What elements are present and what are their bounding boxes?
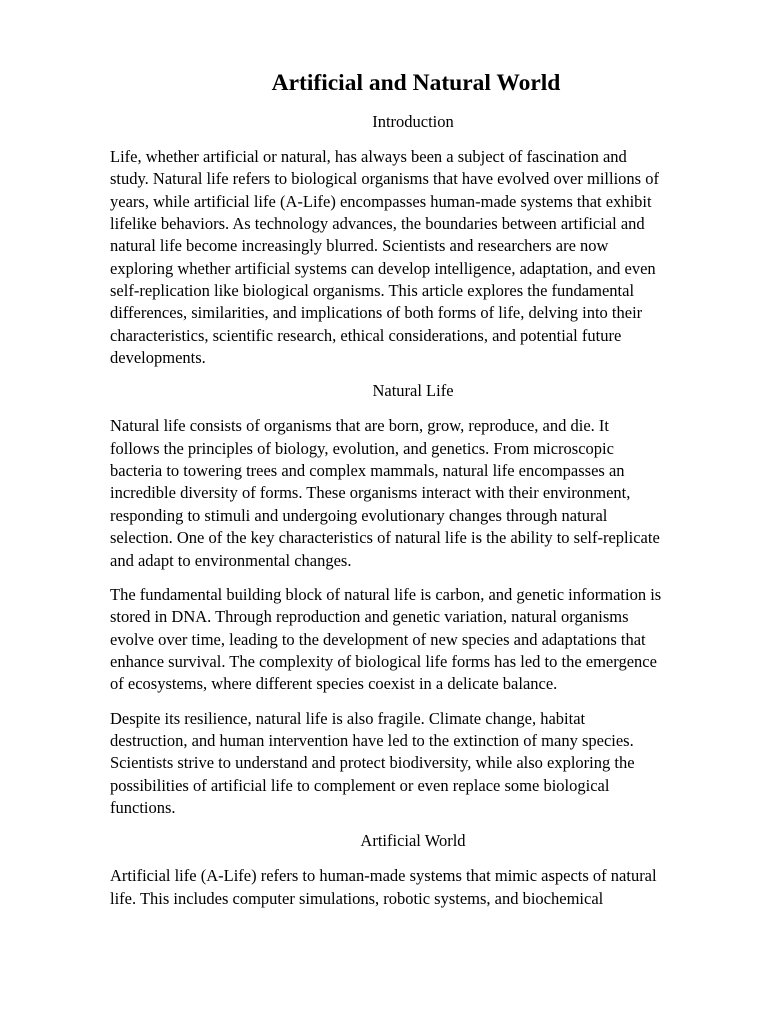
text-line: enhance survival. The complexity of biological life forms has led to the emergence xyxy=(110,651,657,671)
text-line: The fundamental building block of natural life is carbon, and genetic information is xyxy=(110,584,662,604)
text-line: and adapt to environmental changes. xyxy=(110,550,352,570)
text-line: life. This includes computer simulations, robotic systems, and biochemical xyxy=(110,888,604,908)
text-line: selection. One of the key characteristics of natural life is the ability to self-replicate xyxy=(110,528,660,548)
text-line: Scientists strive to understand and protect biodiversity, while also exploring the xyxy=(110,753,635,773)
paragraph xyxy=(110,708,714,820)
text-line: bacteria to towering trees and complex mammals, natural life encompasses an xyxy=(110,461,625,481)
text-line: possibilities of artificial life to complement or even replace some biological xyxy=(110,775,610,795)
text-line: evolve over time, leading to the development of new species and adaptations that xyxy=(110,629,646,649)
text-line: stored in DNA. Through reproduction and genetic variation, natural organisms xyxy=(110,607,629,627)
paragraph xyxy=(110,415,714,571)
text-line: functions. xyxy=(110,797,176,817)
text-line: Artificial life (A-Life) refers to human-made systems that mimic aspects of natural xyxy=(110,866,657,886)
text-line: years, while artificial life (A-Life) encompasses human-made systems that exhibit xyxy=(110,191,652,211)
text-line: lifelike behaviors. As technology advances, the boundaries between artificial and xyxy=(110,214,645,234)
text-line: destruction, and human intervention have led to the extinction of many species. xyxy=(110,730,634,750)
text-line: developments. xyxy=(110,348,206,368)
text-line: natural life become increasingly blurred. Scientists and researchers are now xyxy=(110,236,609,256)
paragraph xyxy=(110,865,714,910)
text-line: Life, whether artificial or natural, has always been a subject of fascination and xyxy=(110,147,627,166)
section-heading-artificial-world: Artificial World xyxy=(360,831,466,851)
text-line: characteristics, scientific research, ethical considerations, and potential future xyxy=(110,325,622,345)
text-line: differences, similarities, and implications of both forms of life, delving into their xyxy=(110,303,643,323)
text-line: Natural life consists of organisms that are born, grow, reproduce, and die. It xyxy=(110,416,609,436)
section-heading-natural-life: Natural Life xyxy=(372,381,454,401)
text-line: exploring whether artificial systems can develop intelligence, adaptation, and even xyxy=(110,258,656,278)
document-title: Artificial and Natural World xyxy=(271,70,561,96)
paragraph xyxy=(110,146,714,369)
text-line: study. Natural life refers to biological organisms that have evolved over millions of xyxy=(110,169,659,189)
text-line: responding to stimuli and undergoing evolutionary changes through natural xyxy=(110,505,608,525)
section-heading-introduction: Introduction xyxy=(372,112,454,131)
text-line: self-replication like biological organisms. This article explores the fundamental xyxy=(110,281,635,301)
text-line: Despite its resilience, natural life is also fragile. Climate change, habitat xyxy=(110,708,586,728)
text-line: follows the principles of biology, evolution, and genetics. From microscopic xyxy=(110,438,614,458)
text-line: of ecosystems, where different species coexist in a delicate balance. xyxy=(110,674,558,694)
paragraph xyxy=(110,584,714,696)
text-line: incredible diversity of forms. These organisms interact with their environment, xyxy=(110,483,631,503)
